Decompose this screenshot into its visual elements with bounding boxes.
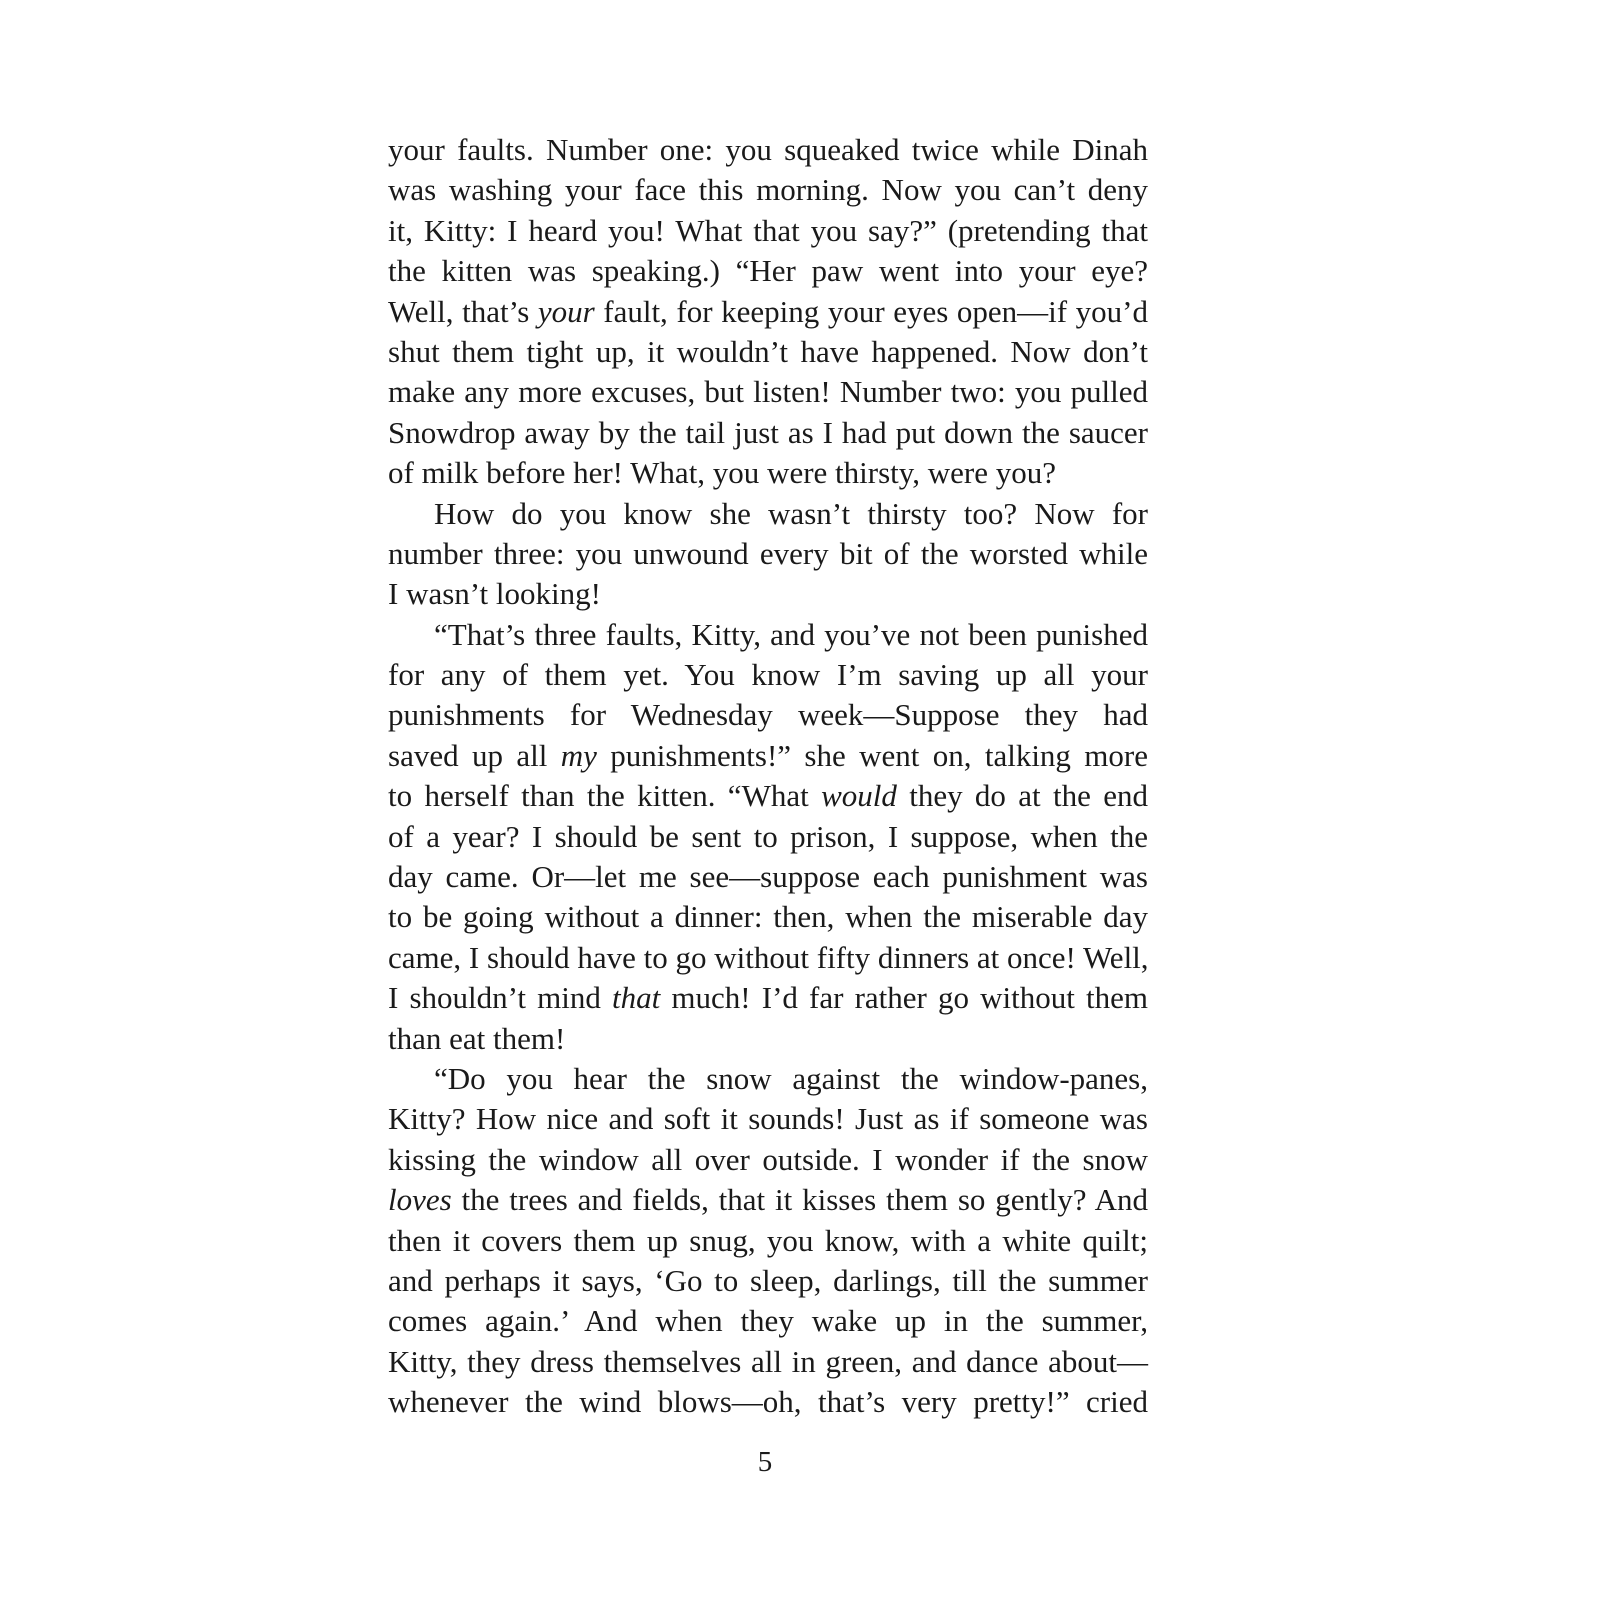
text-line: to be going without a dinner: then, when the miserable day: [388, 899, 1148, 935]
text-line: of milk before her! What, you were thirsty, were you?: [388, 455, 1056, 491]
text-line: your faults. Number one: you squeaked twice while Dinah: [388, 132, 1148, 167]
text-run: much! I’d far rather go without them: [660, 980, 1148, 1016]
text-line: punishments for Wednesday week—Suppose they had: [388, 697, 1148, 733]
text-run: I shouldn’t mind: [388, 980, 613, 1016]
text-line: came, I should have to go without fifty dinners at once! Well,: [388, 939, 1149, 975]
italic-word: would: [821, 778, 897, 814]
text-run: the trees and fields, that it kisses them so gently? And: [451, 1182, 1148, 1218]
italic-word: my: [560, 737, 597, 773]
text-line: shut them tight up, it wouldn’t have happened. Now don’t: [388, 333, 1148, 369]
text-line: [388, 736, 1148, 776]
text-run: to herself than the kitten. “What: [388, 778, 822, 814]
text-line: the kitten was speaking.) “Her paw went into your eye?: [388, 253, 1148, 289]
text-line: make any more excuses, but listen! Number two: you pulled: [388, 374, 1148, 410]
text-line: for any of them yet. You know I’m saving up all your: [388, 657, 1148, 693]
text-line: was washing your face this morning. Now you can’t deny: [388, 172, 1148, 208]
italic-word: that: [612, 980, 661, 1016]
italic-word: loves: [388, 1182, 452, 1218]
page-number: 5: [757, 1446, 773, 1478]
text-line: [388, 776, 1148, 816]
text-run: they do at the end: [896, 778, 1148, 814]
text-line: “That’s three faults, Kitty, and you’ve not been punished: [434, 616, 1148, 652]
paragraph: [388, 494, 1148, 615]
body-text: [388, 130, 1148, 1423]
text-line: [388, 292, 1148, 332]
text-line: [388, 978, 1148, 1018]
text-line: Kitty, they dress themselves all in green, and dance about—: [388, 1343, 1148, 1379]
italic-word: your: [537, 293, 595, 329]
text-run: fault, for keeping your eyes open—if you’d: [594, 293, 1148, 329]
text-line: than eat them!: [388, 1020, 566, 1056]
text-line: whenever the wind blows—oh, that’s very pretty!” cried: [388, 1384, 1148, 1420]
paragraph: [388, 1059, 1148, 1423]
text-line: of a year? I should be sent to prison, I suppose, when the: [388, 818, 1148, 854]
text-line: Snowdrop away by the tail just as I had put down the saucer: [388, 414, 1148, 450]
text-line: I wasn’t looking!: [388, 576, 601, 612]
text-line: it, Kitty: I heard you! What that you say?” (pretending that: [388, 212, 1148, 248]
paragraph: [388, 615, 1148, 1059]
text-line: number three: you unwound every bit of the worsted while: [388, 535, 1148, 571]
text-run: saved up all: [388, 737, 561, 773]
text-line: How do you know she wasn’t thirsty too? Now for: [434, 495, 1148, 531]
text-line: [388, 1180, 1148, 1220]
text-line: Kitty? How nice and soft it sounds! Just as if someone was: [388, 1101, 1148, 1137]
text-line: comes again.’ And when they wake up in the summer,: [388, 1303, 1148, 1339]
text-line: day came. Or—let me see—suppose each punishment was: [388, 859, 1148, 895]
paragraph: [388, 130, 1148, 494]
text-line: and perhaps it says, ‘Go to sleep, darlings, till the summer: [388, 1262, 1148, 1298]
text-run: Well, that’s: [388, 293, 538, 329]
text-line: then it covers them up snug, you know, with a white quilt;: [388, 1222, 1148, 1258]
text-line: “Do you hear the snow against the window-panes,: [434, 1060, 1148, 1096]
text-run: punishments!” she went on, talking more: [596, 737, 1148, 773]
text-line: kissing the window all over outside. I wonder if the snow: [388, 1141, 1148, 1177]
